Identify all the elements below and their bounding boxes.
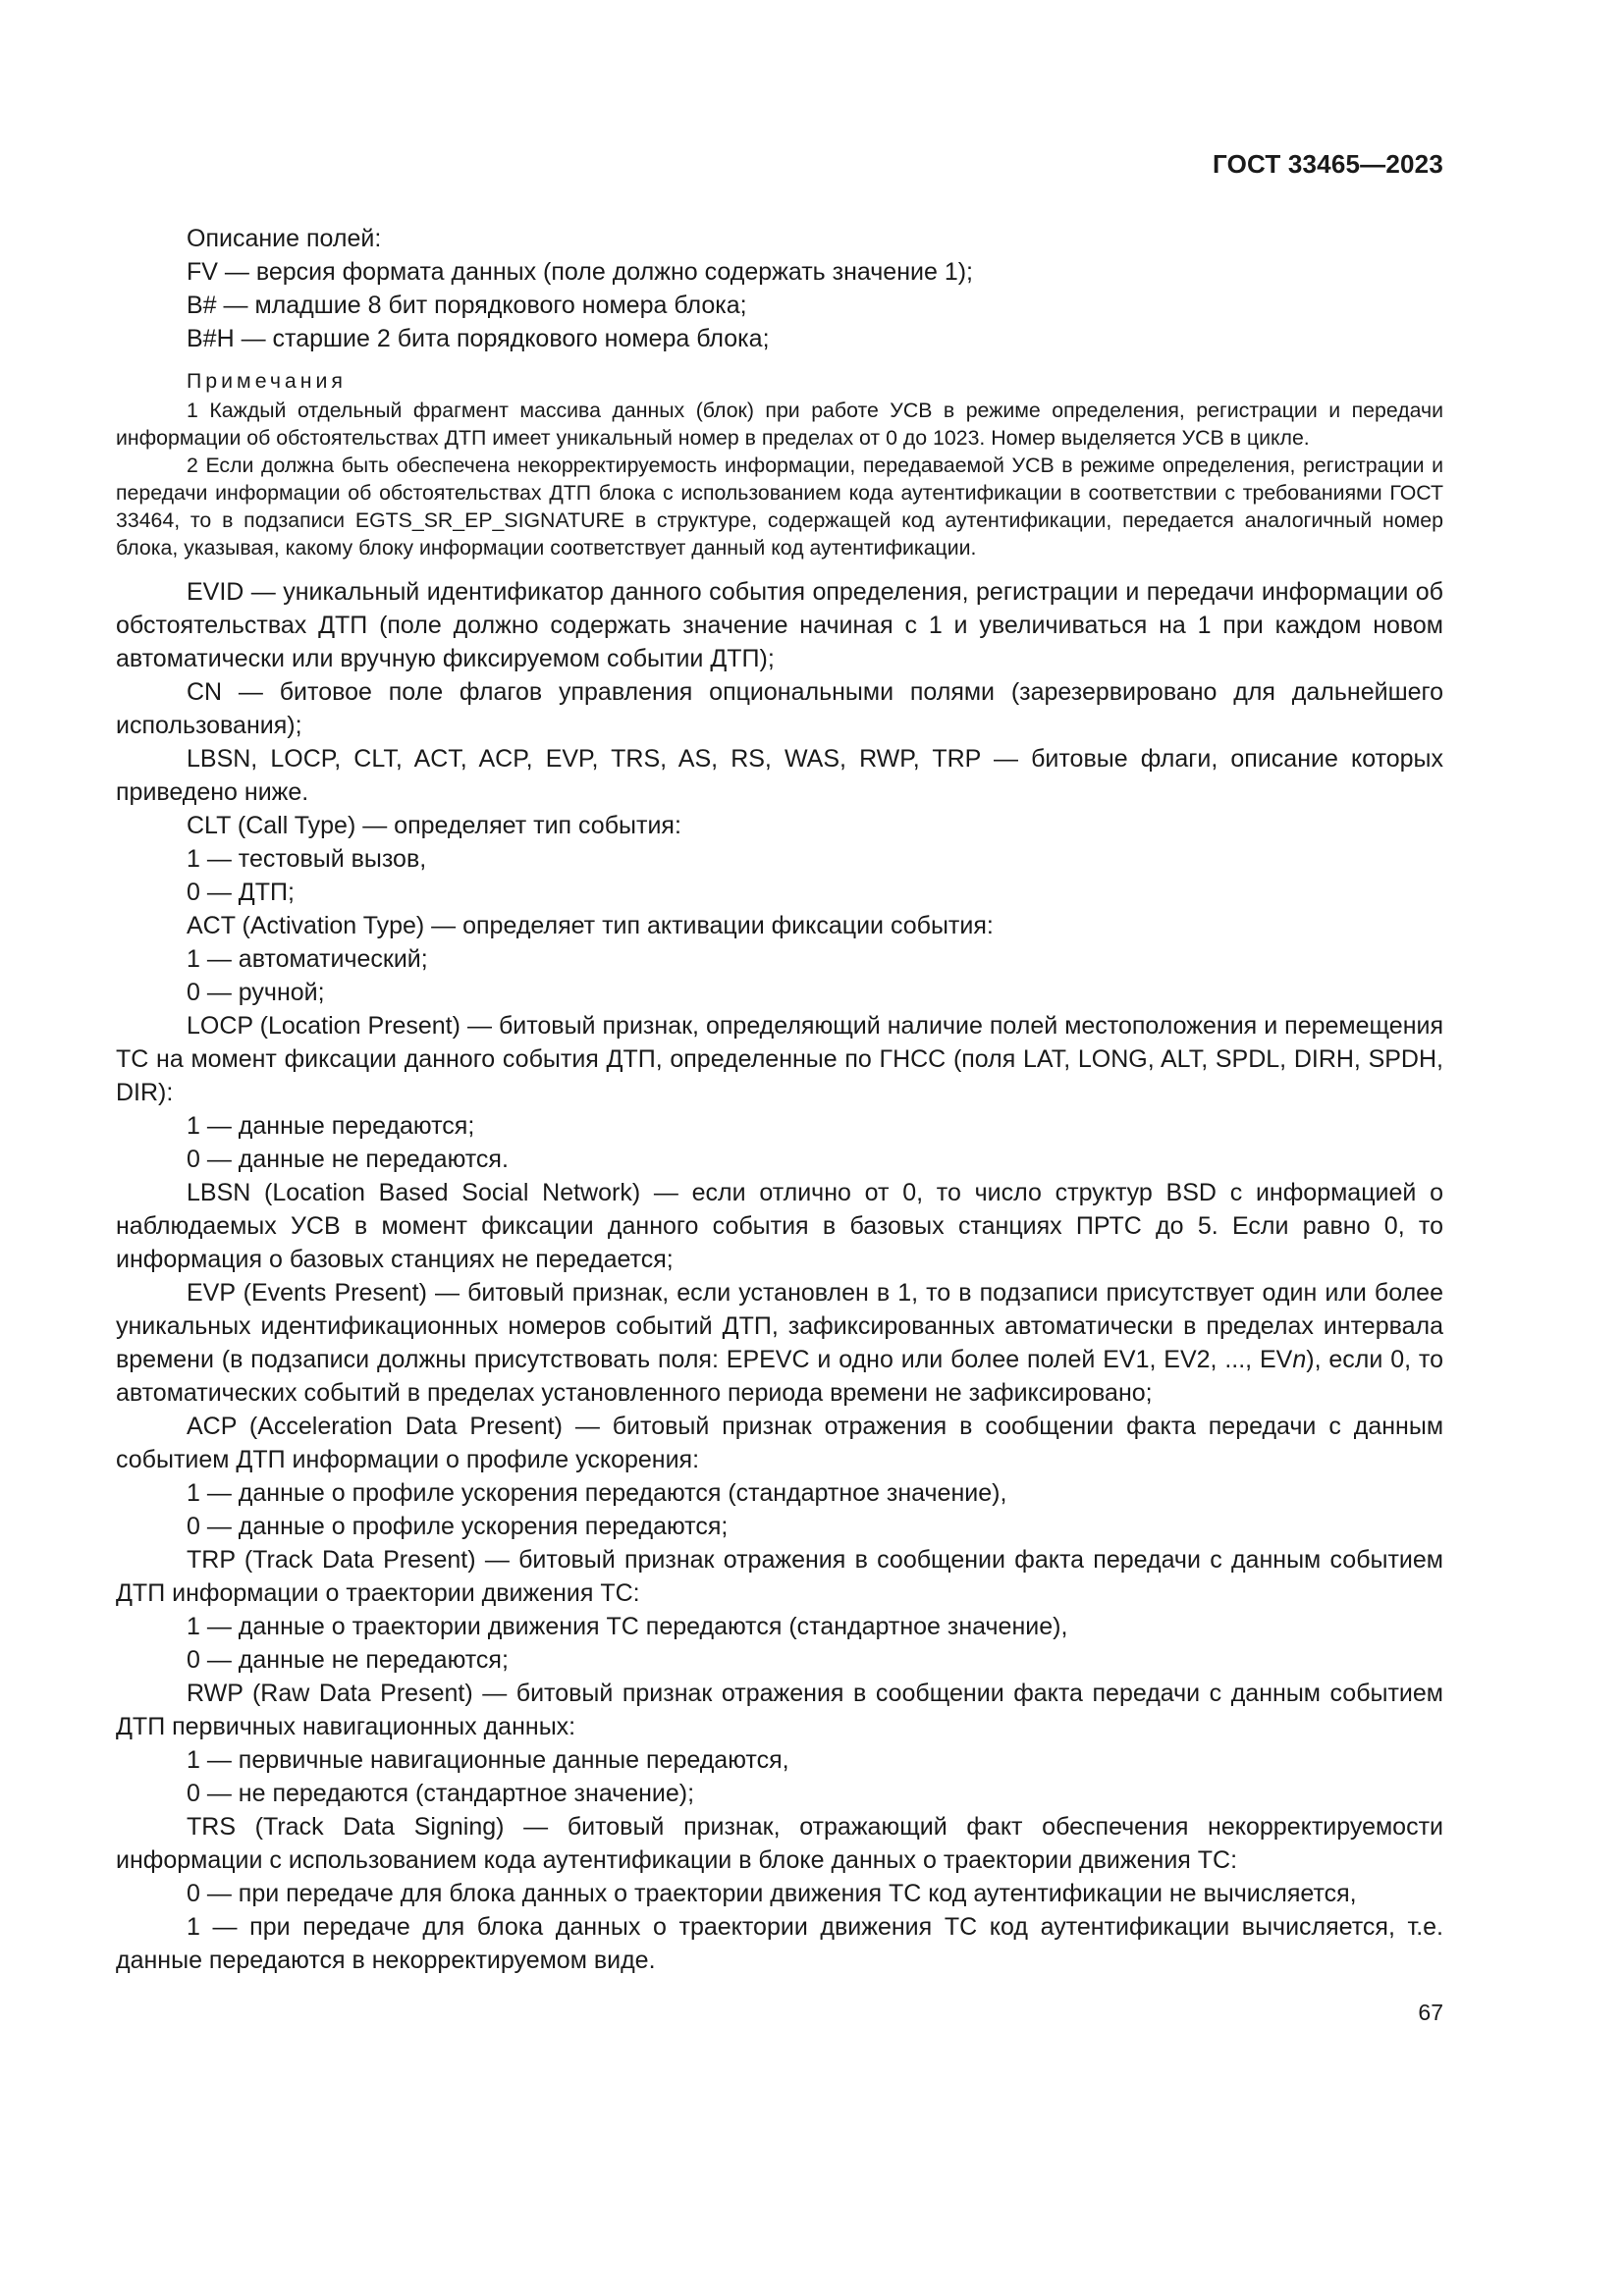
paragraph-lbsn: LBSN (Location Based Social Network) — если отлично от 0, то число структур BSD с информацией о наблюдаемых УСВ в момент фиксации данного события в базовых станциях ПРТС до 5. Если равно 0, то информация о базовых станциях не передается; [116,1179,1443,1273]
page-content [116,222,1443,1977]
field-bh: B#H — старшие 2 бита порядкового номера блока; [187,325,770,352]
notes-block [116,367,1443,561]
paragraph-act-0: 0 — ручной; [187,979,325,1006]
note-item: 1 Каждый отдельный фрагмент массива данных (блок) при работе УСВ в режиме определения, регистрации и передачи информации об обстоятельствах ДТП имеет уникальный номер в пределах от 0 до 1023. Номер выделяется УСВ в цикле. [116,399,1443,450]
field-b: B# — младшие 8 бит порядкового номера блока; [187,292,747,319]
paragraph-trs: TRS (Track Data Signing) — битовый признак, отражающий факт обеспечения некорректируемости информации с использованием кода аутентификации в блоке данных о траектории движения ТС: [116,1813,1443,1874]
paragraph-trs-0: 0 — при передаче для блока данных о траектории движения ТС код аутентификации не вычисляется, [187,1880,1357,1907]
paragraph-evp: EVP (Events Present) — битовый признак, если установлен в 1, то в подзаписи присутствует один или более уникальных идентификационных номеров событий ДТП, зафиксированных автоматически в пределах интервала времени (в подзаписи должны присутствовать поля: EPEVC и одно или более полей EV1, EV2, ..., EVn), если 0, то автоматических событий в пределах установленного периода времени не зафиксировано; [116,1279,1443,1407]
paragraph-rwp-1: 1 — первичные навигационные данные передаются, [187,1746,789,1774]
paragraph-flags: LBSN, LOCP, CLT, ACT, ACP, EVP, TRS, AS, RS, WAS, RWP, TRP — битовые флаги, описание которых приведено ниже. [116,745,1443,806]
paragraph-acp-1: 1 — данные о профиле ускорения передаются (стандартное значение), [187,1479,1007,1507]
note-item: 2 Если должна быть обеспечена некорректируемость информации, передаваемой УСВ в режиме определения, регистрации и передачи информации об обстоятельствах ДТП блока с использованием кода аутентификации в соответствии с требованиями ГОСТ 33464, то в подзаписи EGTS_SR_EP_SIGNATURE в структуре, содержащей код аутентификации, передается аналогичный номер блока, указывая, какому блоку информации соответствует данный код аутентификации. [116,454,1443,560]
paragraph-cn: CN — битовое поле флагов управления опциональными полями (зарезервировано для дальнейшего использования); [116,678,1443,739]
paragraph-rwp: RWP (Raw Data Present) — битовый признак отражения в сообщении факта передачи с данным событием ДТП первичных навигационных данных: [116,1680,1443,1740]
paragraph-trp-1: 1 — данные о траектории движения ТС передаются (стандартное значение), [187,1613,1068,1640]
paragraph-act: ACT (Activation Type) — определяет тип активации фиксации события: [187,912,994,939]
paragraph-locp: LOCP (Location Present) — битовый признак, определяющий наличие полей местоположения и перемещения ТС на момент фиксации данного события ДТП, определенные по ГНСС (поля LAT, LONG, ALT, SPDL, DIRH, SPDH, DIR): [116,1012,1443,1106]
paragraph-clt: CLT (Call Type) — определяет тип события: [187,812,681,839]
paragraph-evid: EVID — уникальный идентификатор данного события определения, регистрации и передачи информации об обстоятельствах ДТП (поле должно содержать значение начиная с 1 и увеличиваться на 1 при каждом новом автоматически или вручную фиксируемом событии ДТП); [116,578,1443,672]
notes-title: Примечания [187,369,347,393]
field-fv: FV — версия формата данных (поле должно содержать значение 1); [187,258,973,286]
paragraph-rwp-0: 0 — не передаются (стандартное значение); [187,1780,695,1807]
paragraph-locp-1: 1 — данные передаются; [187,1112,475,1140]
fields-heading: Описание полей: [187,225,382,252]
paragraph-clt-1: 1 — тестовый вызов, [187,845,427,873]
paragraph-act-1: 1 — автоматический; [187,945,428,973]
paragraph-trs-1: 1 — при передаче для блока данных о траектории движения ТС код аутентификации вычисляется, т.е. данные передаются в некорректируемом виде. [116,1913,1443,1974]
paragraph-acp: ACP (Acceleration Data Present) — битовый признак отражения в сообщении факта передачи с данным событием ДТП информации о профиле ускорения: [116,1413,1443,1473]
document-header: ГОСТ 33465—2023 [1213,149,1443,179]
paragraph-clt-0: 0 — ДТП; [187,879,295,906]
fields-intro [116,222,1443,355]
field-descriptions [116,575,1443,1977]
paragraph-acp-0: 0 — данные о профиле ускорения передаются; [187,1513,729,1540]
paragraph-trp-0: 0 — данные не передаются; [187,1646,509,1674]
paragraph-locp-0: 0 — данные не передаются. [187,1146,509,1173]
page-number: 67 [1418,2000,1443,2025]
paragraph-trp: TRP (Track Data Present) — битовый признак отражения в сообщении факта передачи с данным событием ДТП информации о траектории движения ТС: [116,1546,1443,1607]
